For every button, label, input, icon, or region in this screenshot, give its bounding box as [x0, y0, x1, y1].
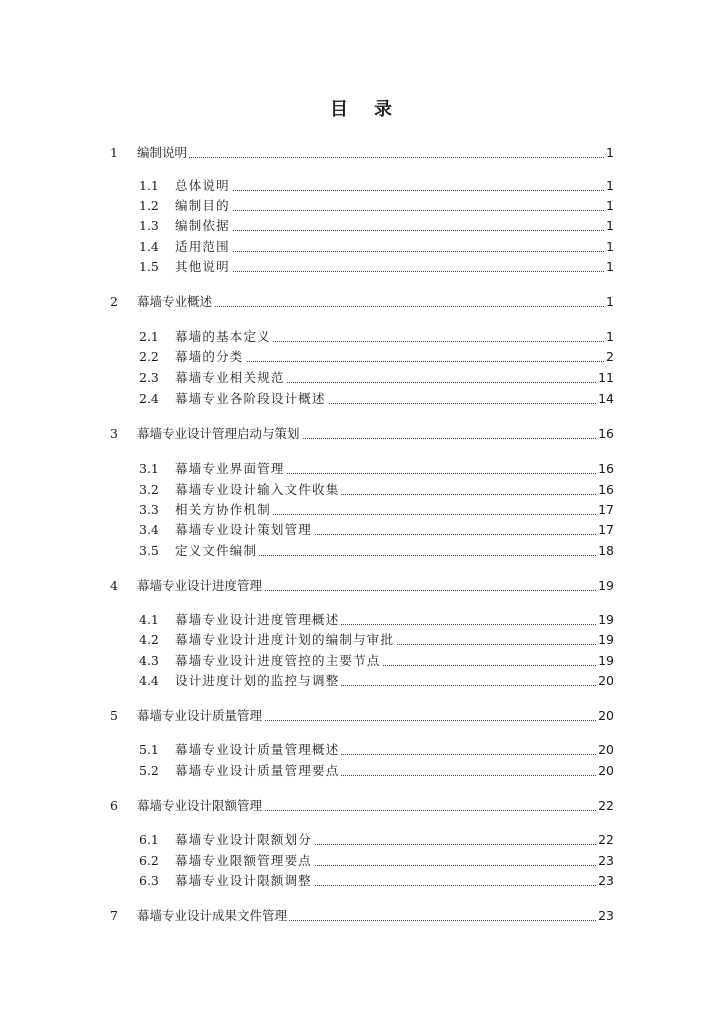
section-number: 4.4 [139, 672, 159, 688]
section-number: 1.2 [139, 197, 159, 213]
chapter-title: 幕墙专业设计限额管理 [137, 798, 263, 813]
toc-title [0, 95, 724, 121]
section-number: 4.2 [139, 631, 159, 647]
toc-title-char-1: 目 [330, 99, 350, 120]
toc-section-6-1[interactable] [0, 829, 724, 849]
page-number: 18 [598, 542, 614, 558]
section-number: 2.3 [139, 369, 159, 385]
toc-chapter-6[interactable] [0, 795, 724, 815]
page-number: 19 [598, 631, 614, 647]
chapter-number: 7 [110, 907, 118, 923]
toc-section-3-5[interactable] [0, 540, 724, 560]
section-title: 设计进度计划的监控与调整 [175, 673, 340, 688]
toc-section-4-2[interactable] [0, 629, 724, 649]
section-title: 幕墙的分类 [175, 349, 244, 364]
leader-dots [178, 250, 606, 252]
toc-section-1-4[interactable] [0, 236, 724, 256]
page-number: 20 [598, 707, 614, 723]
toc-section-6-2[interactable] [0, 850, 724, 870]
toc-chapter-5[interactable] [0, 705, 724, 725]
page-number: 2 [606, 348, 614, 364]
toc-chapter-3[interactable] [0, 423, 724, 443]
chapter-title: 幕墙专业设计质量管理 [137, 708, 263, 723]
page-number: 23 [598, 852, 614, 868]
page-number: 16 [598, 481, 614, 497]
toc-section-3-2[interactable] [0, 479, 724, 499]
toc-section-1-3[interactable] [0, 215, 724, 235]
toc-section-3-3[interactable] [0, 499, 724, 519]
page-number: 1 [606, 258, 614, 274]
section-number: 2.2 [139, 348, 159, 364]
section-number: 3.1 [139, 460, 159, 476]
toc-chapter-1[interactable] [0, 142, 724, 162]
section-number: 3.4 [139, 521, 159, 537]
section-title: 幕墙专业设计策划管理 [175, 522, 313, 537]
toc-section-2-2[interactable] [0, 346, 724, 366]
page-number: 19 [598, 577, 614, 593]
section-title: 相关方协作机制 [175, 502, 271, 517]
toc-section-2-1[interactable] [0, 326, 724, 346]
section-number: 1.1 [139, 177, 159, 193]
page-number: 17 [598, 501, 614, 517]
page-number: 11 [598, 369, 614, 385]
toc-section-4-1[interactable] [0, 609, 724, 629]
section-title: 幕墙专业设计限额调整 [175, 873, 313, 888]
section-number: 6.2 [139, 852, 159, 868]
toc-section-2-3[interactable] [0, 367, 724, 387]
chapter-number: 5 [110, 707, 118, 723]
page-number: 23 [598, 872, 614, 888]
section-title: 幕墙专业设计进度管理概述 [175, 612, 340, 627]
toc-chapter-7[interactable] [0, 905, 724, 925]
section-number: 3.5 [139, 542, 159, 558]
page-number: 20 [598, 762, 614, 778]
section-title: 幕墙专业各阶段设计概述 [175, 391, 326, 406]
section-title: 幕墙专业设计进度计划的编制与审批 [175, 632, 395, 647]
page-number: 17 [598, 521, 614, 537]
section-title: 幕墙专业设计质量管理概述 [175, 742, 340, 757]
section-number: 6.1 [139, 831, 159, 847]
toc-section-1-1[interactable] [0, 175, 724, 195]
section-title: 幕墙专业限额管理要点 [175, 853, 313, 868]
chapter-title: 幕墙专业设计成果文件管理 [137, 908, 288, 923]
toc-section-1-2[interactable] [0, 195, 724, 215]
chapter-title: 幕墙专业概述 [137, 294, 213, 309]
section-number: 4.3 [139, 652, 159, 668]
section-number: 4.1 [139, 611, 159, 627]
section-title: 编制依据 [175, 218, 230, 233]
page-number: 23 [598, 907, 614, 923]
page-number: 19 [598, 652, 614, 668]
toc-section-5-1[interactable] [0, 739, 724, 759]
section-title: 定义文件编制 [175, 543, 258, 558]
section-title: 幕墙专业界面管理 [175, 461, 285, 476]
section-title: 幕墙专业设计输入文件收集 [175, 482, 340, 497]
chapter-title: 幕墙专业设计管理启动与策划 [137, 426, 300, 441]
section-number: 2.4 [139, 390, 159, 406]
chapter-number: 6 [110, 797, 118, 813]
page-number: 20 [598, 741, 614, 757]
toc-section-4-3[interactable] [0, 650, 724, 670]
page-number: 16 [598, 460, 614, 476]
section-title: 幕墙的基本定义 [175, 329, 271, 344]
page-number: 22 [598, 797, 614, 813]
page-number: 1 [606, 144, 614, 160]
section-number: 6.3 [139, 872, 159, 888]
page-number: 22 [598, 831, 614, 847]
page-number: 1 [606, 217, 614, 233]
chapter-title: 编制说明 [137, 145, 188, 160]
section-title: 适用范围 [175, 239, 230, 254]
toc-section-3-1[interactable] [0, 458, 724, 478]
leader-dots [178, 209, 606, 211]
toc-section-4-4[interactable] [0, 670, 724, 690]
leader-dots [140, 156, 606, 158]
chapter-number: 4 [110, 577, 118, 593]
page-number: 1 [606, 197, 614, 213]
leader-dots [178, 270, 606, 272]
section-title: 幕墙专业设计质量管理要点 [175, 763, 340, 778]
section-number: 3.3 [139, 501, 159, 517]
section-number: 1.5 [139, 258, 159, 274]
section-title: 总体说明 [175, 178, 230, 193]
section-number: 1.4 [139, 238, 159, 254]
page-number: 1 [606, 177, 614, 193]
page-number: 14 [598, 390, 614, 406]
toc-section-3-4[interactable] [0, 519, 724, 539]
toc-chapter-2[interactable] [0, 291, 724, 311]
toc-title-char-2: 录 [374, 99, 394, 120]
chapter-number: 3 [110, 425, 118, 441]
chapter-title: 幕墙专业设计进度管理 [137, 578, 263, 593]
leader-dots [178, 229, 606, 231]
page-number: 20 [598, 672, 614, 688]
page-number: 1 [606, 328, 614, 344]
section-title: 编制目的 [175, 198, 230, 213]
section-title: 其他说明 [175, 259, 230, 274]
page-number: 1 [606, 238, 614, 254]
section-title: 幕墙专业设计限额划分 [175, 832, 313, 847]
section-number: 1.3 [139, 217, 159, 233]
section-number: 2.1 [139, 328, 159, 344]
toc-section-6-3[interactable] [0, 870, 724, 890]
leader-dots [178, 189, 606, 191]
section-title: 幕墙专业相关规范 [175, 370, 285, 385]
page-number: 19 [598, 611, 614, 627]
chapter-number: 2 [110, 293, 118, 309]
toc-section-5-2[interactable] [0, 760, 724, 780]
toc-chapter-4[interactable] [0, 575, 724, 595]
page-number: 16 [598, 425, 614, 441]
page-number: 1 [606, 293, 614, 309]
section-number: 5.2 [139, 762, 159, 778]
section-number: 3.2 [139, 481, 159, 497]
chapter-number: 1 [110, 144, 118, 160]
section-number: 5.1 [139, 741, 159, 757]
section-title: 幕墙专业设计进度管控的主要节点 [175, 653, 381, 668]
toc-section-2-4[interactable] [0, 388, 724, 408]
toc-section-1-5[interactable] [0, 256, 724, 276]
